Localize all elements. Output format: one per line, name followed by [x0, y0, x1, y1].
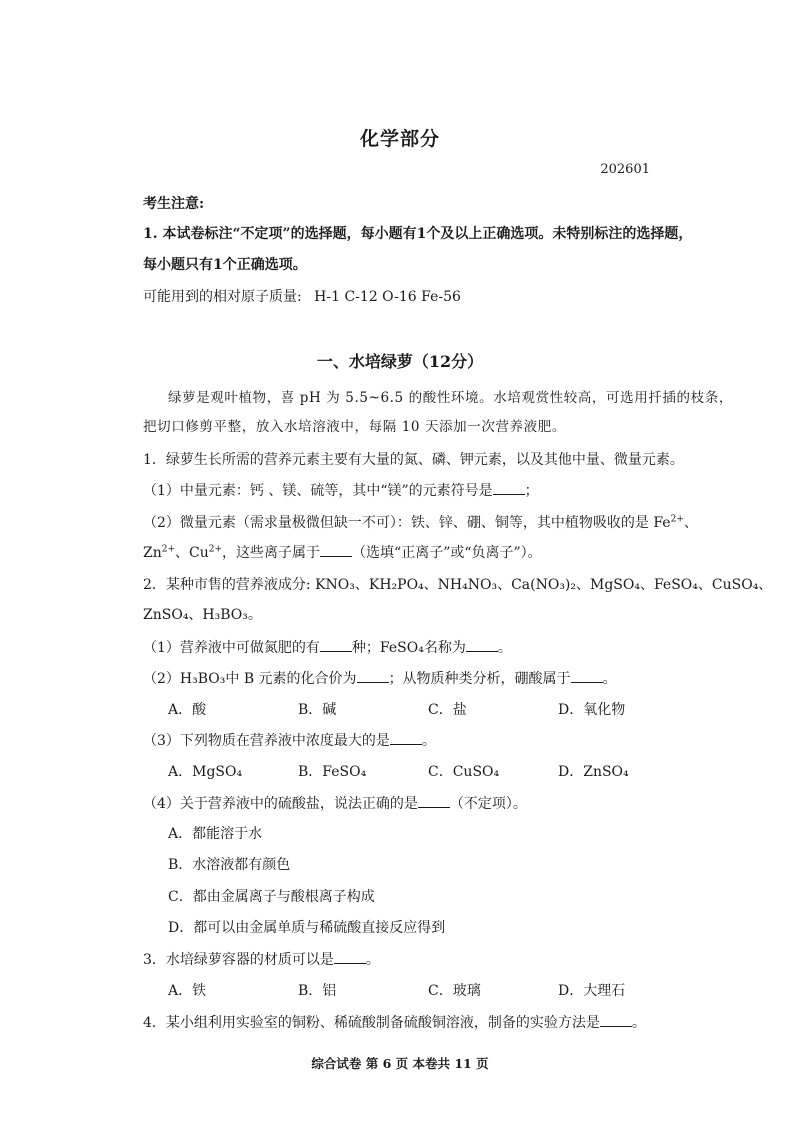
option-c[interactable]: C．CuSO₄	[428, 764, 500, 780]
answer-blank[interactable]	[571, 668, 603, 683]
q2-part4-text: （4）关于营养液中的硫酸盐，说法正确的是	[143, 796, 418, 812]
option-d[interactable]: D．氧化物	[558, 702, 626, 718]
atomic-mass-label: 可能用到的相对原子质量:	[143, 289, 302, 305]
q2-part1-text: （1）营养液中可做氮肥的有	[143, 640, 320, 656]
q4-stem-text: 4．某小组利用实验室的铜粉、稀硫酸制备硫酸铜溶液，制备的实验方法是	[143, 1015, 600, 1031]
q2-part2-end: 。	[602, 671, 617, 687]
page-title: 化学部分	[359, 128, 440, 150]
answer-blank[interactable]	[418, 793, 450, 808]
q1-part2-hint: （选填“正离子”或“负离子”）。	[352, 545, 542, 561]
q3-stem	[143, 949, 380, 969]
zn-ion: Zn	[143, 545, 162, 561]
page-footer: 综合试卷 第 6 页 本卷共 11 页	[311, 1056, 489, 1071]
option-a[interactable]: A．都能溶于水	[168, 826, 263, 842]
q2-part2-text: （2）H₃BO₃中 B 元素的化合价为	[143, 671, 357, 687]
q2-part1-text-b: 种；FeSO₄名称为	[351, 640, 466, 656]
q4-stem	[143, 1012, 646, 1032]
notice-line-2: 每小题只有1个正确选项。	[143, 257, 307, 273]
q2-stem-line2: ZnSO₄、H₃BO₃。	[143, 607, 262, 623]
atomic-mass-line	[143, 286, 461, 306]
q1-stem: 1．绿萝生长所需的营养元素主要有大量的氮、磷、钾元素，以及其他中量、微量元素。	[143, 452, 684, 468]
notice-line-1: 1. 本试卷标注“不定项”的选择题，每小题有1个及以上正确选项。未特别标注的选择题，	[143, 226, 693, 242]
option-b[interactable]: B．水溶液都有颜色	[168, 857, 291, 873]
q3-stem-end: 。	[365, 952, 380, 968]
answer-blank[interactable]	[320, 637, 352, 652]
option-d[interactable]: D．ZnSO₄	[558, 764, 629, 780]
q2-part2	[143, 668, 617, 688]
q2-part3-end: 。	[421, 733, 436, 749]
q2-stem-line1: 2．某种市售的营养液成分: KNO₃、KH₂PO₄、NH₄NO₃、Ca(NO₃)₂、MgSO₄、FeSO₄、CuSO₄、	[143, 577, 773, 593]
paper-code: 202601	[600, 162, 650, 177]
option-d[interactable]: D．都可以由金属单质与稀硫酸直接反应得到	[168, 920, 446, 936]
option-c[interactable]: C．玻璃	[428, 983, 481, 999]
option-a[interactable]: A．铁	[168, 983, 207, 999]
section-intro-2: 把切口修剪平整，放入水培溶液中，每隔 10 天添加一次营养液肥。	[143, 419, 566, 435]
q2-part1-end: 。	[497, 640, 512, 656]
charge-superscript: 2+	[208, 544, 223, 555]
answer-blank[interactable]	[320, 542, 352, 557]
q1-part2-line2	[143, 542, 542, 562]
q2-part4-end: （不定项）。	[449, 796, 527, 812]
q1-part2-line1	[143, 512, 698, 532]
option-b[interactable]: B．碱	[298, 702, 337, 718]
answer-blank[interactable]	[357, 668, 389, 683]
q2-part3	[143, 730, 436, 750]
answer-blank[interactable]	[600, 1012, 632, 1027]
option-c[interactable]: C．都由金属离子与酸根离子构成	[168, 889, 375, 905]
answer-blank[interactable]	[493, 480, 525, 495]
q1-part1	[143, 480, 539, 500]
option-b[interactable]: B．铝	[298, 983, 337, 999]
q4-stem-end: 。	[631, 1015, 646, 1031]
q1-part2-sep: 、	[683, 515, 698, 531]
q1-part2-text: （2）微量元素（需求量极微但缺一不可）：铁、锌、硼、铜等，其中植物吸收的是 Fe	[143, 515, 671, 531]
answer-blank[interactable]	[390, 730, 422, 745]
q2-part4	[143, 793, 527, 813]
option-d[interactable]: D．大理石	[558, 983, 626, 999]
q1-part1-end: ；	[524, 483, 539, 499]
answer-blank[interactable]	[466, 637, 498, 652]
answer-blank[interactable]	[334, 949, 366, 964]
option-b[interactable]: B．FeSO₄	[298, 764, 367, 780]
q2-part3-text: （3）下列物质在营养液中浓度最大的是	[143, 733, 390, 749]
charge-superscript: 2+	[161, 544, 176, 555]
cu-ion: 、Cu	[175, 545, 209, 561]
option-a[interactable]: A．MgSO₄	[168, 764, 243, 780]
atomic-mass-values: H-1 C-12 O-16 Fe-56	[314, 289, 461, 305]
q1-part1-text: （1）中量元素：钙 、镁、硫等，其中“镁”的元素符号是	[143, 483, 493, 499]
option-a[interactable]: A．酸	[168, 702, 207, 718]
q2-part1	[143, 637, 512, 657]
charge-superscript: 2+	[670, 514, 684, 525]
q2-part2-text-b: ；从物质种类分析，硼酸属于	[388, 671, 571, 687]
section-intro-1: 绿萝是观叶植物，喜 pH 为 5.5~6.5 的酸性环境。水培观赏性较高，可选用扦插的枝条，	[168, 390, 733, 406]
notice-heading: 考生注意:	[143, 196, 205, 212]
section-title: 一、水培绿萝（12分）	[316, 352, 484, 371]
option-c[interactable]: C．盐	[428, 702, 467, 718]
q1-part2-question: ，这些离子属于	[222, 545, 321, 561]
q3-stem-text: 3．水培绿萝容器的材质可以是	[143, 952, 334, 968]
